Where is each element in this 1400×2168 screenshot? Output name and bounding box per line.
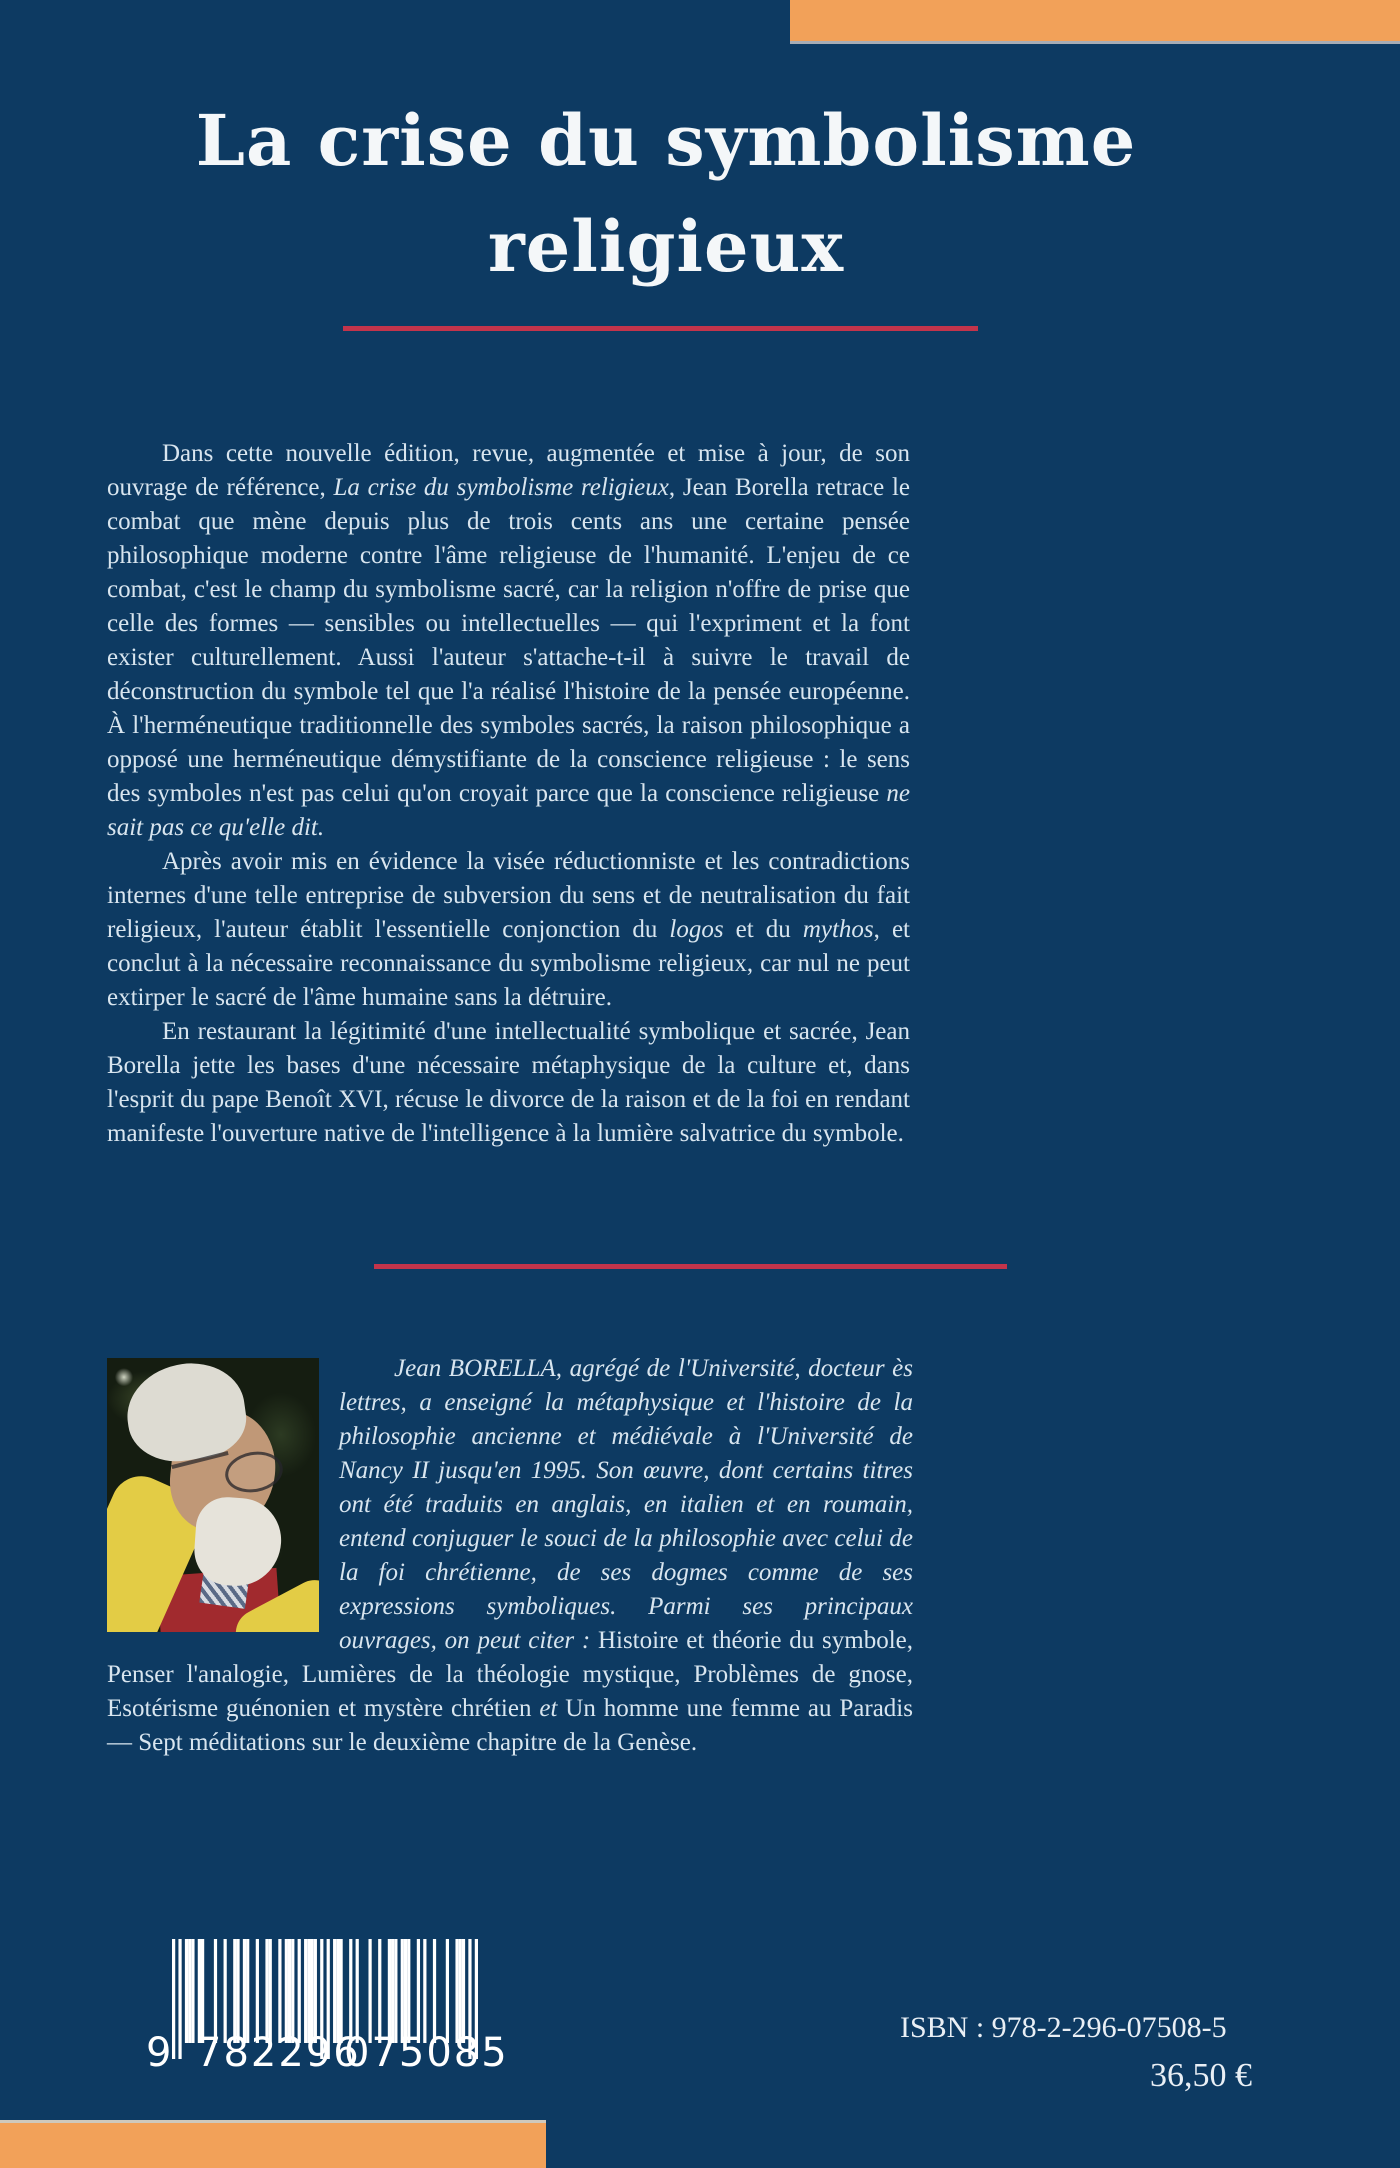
- book-title-line1: La crise du symbolisme: [195, 99, 1137, 182]
- synopsis-paragraph-2: [107, 845, 910, 1015]
- synopsis-text: et du: [723, 916, 803, 943]
- synopsis-paragraph-1: [107, 437, 910, 845]
- emphasis-logos: logos: [669, 916, 724, 943]
- bio-italic-text: Jean BORELLA, agrégé de l'Université, docteur ès lettres, a enseigné la métaphysique et l'histoire de la philosophie ancienne et médiévale à l'Université de Nancy II jusqu'en 1995. Son œuvre, dont certains titres ont été traduits en anglais, en italien et en roumain, entend conjuguer le souci de la philosophie avec celui de la foi chrétienne, de ses dogmes comme de ses expressions symboliques. Parmi ses principaux ouvrages, on peut citer :: [339, 1355, 913, 1654]
- title-divider-line: [343, 326, 978, 331]
- barcode-digit-group-1: 9: [146, 2030, 172, 2076]
- bio-italic-text: et: [539, 1695, 566, 1722]
- synopsis-text: , Jean Borella retrace le combat que mène depuis plus de trois cents ans une certaine pensée philosophique moderne contre l'âme religieuse de l'humanité. L'enjeu de ce combat, c'est le champ du symbolisme sacré, car la religion n'offre de prise que celle des formes — sensibles ou intellectuelles — qui l'expriment et la font exister culturellement. Aussi l'auteur s'attache-t-il à suivre le travail de déconstruction du symbole tel que l'a réalisé l'histoire de la pensée européenne. À l'herméneutique traditionnelle des symboles sacrés, la raison philosophique a opposé une herméneutique démystifiante de la conscience religieuse : le sens des symboles n'est pas celui qu'on croyait parce que la conscience religieuse: [107, 474, 910, 807]
- synopsis-text: , et conclut à la nécessaire reconnaissance du symbolisme religieux, car nul ne peut extirper le sacré de l'âme humaine sans la détruire.: [107, 916, 910, 1011]
- price-text: 36,50 €: [1150, 2057, 1252, 2094]
- emphasis-mythos: mythos: [802, 916, 874, 943]
- synopsis-text: En restaurant la légitimité d'une intellectualité symbolique et sacrée, Jean Borella jette les bases d'une nécessaire métaphysique de la culture et, dans l'esprit du pape Benoît XVI, récuse le divorce de la raison et de la foi en rendant manifeste l'ouverture native de l'intelligence à la lumière salvatrice du symbole.: [107, 1018, 910, 1147]
- book-title-line2: religieux: [487, 205, 845, 288]
- book-title: [0, 88, 1366, 300]
- book-title-reference: La crise du symbolisme religieux: [333, 474, 669, 501]
- barcode-digit-group-2: 782296: [196, 2030, 361, 2076]
- synopsis-text: Après avoir mis en évidence la visée réductionniste et les contradictions internes d'une telle entreprise de subversion du sens et de neutralisation du fait religieux, l'auteur établit l'essentielle conjonction du: [107, 848, 910, 943]
- isbn-price-block: [900, 2005, 1252, 2101]
- synopsis-paragraph-3: [107, 1015, 910, 1151]
- synopsis: [107, 437, 910, 1151]
- barcode-digit-group-3: 075085: [344, 2030, 509, 2076]
- emphasis-text: ne sait pas ce qu'elle dit.: [107, 780, 910, 841]
- author-photo: [107, 1358, 319, 1632]
- author-bio: [107, 1352, 913, 1760]
- bottom-orange-band: [0, 2120, 546, 2168]
- synopsis-text: Dans cette nouvelle édition, revue, augmentée et mise à jour, de son ouvrage de référence,: [107, 440, 910, 501]
- bio-book-titles: Histoire et théorie du symbole, Penser l'analogie, Lumières de la théologie mystique, Problèmes de gnose, Esotérisme guénonien et mystère chrétien: [107, 1627, 913, 1722]
- isbn-text: ISBN : 978-2-296-07508-5: [900, 2011, 1227, 2044]
- bio-divider-line: [374, 1264, 1007, 1269]
- bio-book-titles: Un homme une femme au Paradis — Sept méditations sur le deuxième chapitre de la Genèse.: [107, 1695, 913, 1756]
- top-orange-band: [790, 0, 1400, 44]
